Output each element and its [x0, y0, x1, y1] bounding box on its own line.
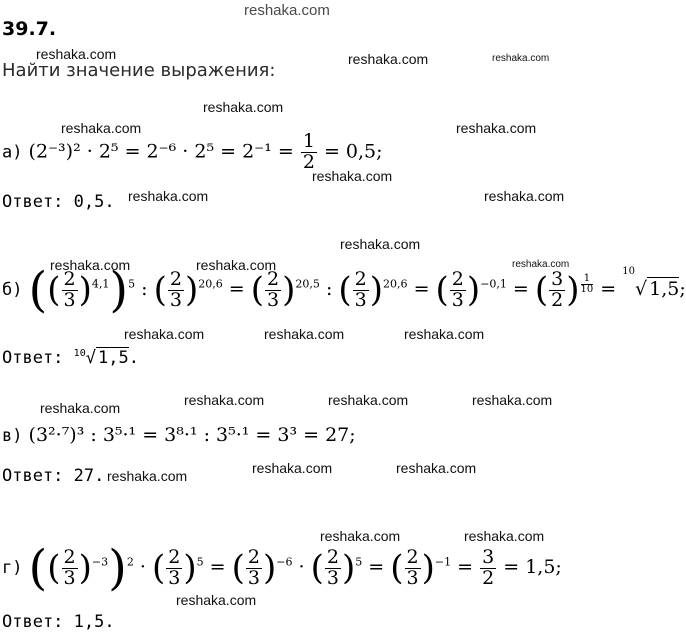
part-b-exp-den: 10 [580, 284, 594, 296]
part-b-exp: 20,6 [383, 277, 408, 291]
part-b-exp: 5 [128, 277, 136, 291]
part-g-answer-value: 1,5. [73, 612, 115, 632]
watermark: reshaka.com [61, 120, 142, 136]
part-g-frac-den: 3 [63, 566, 76, 589]
part-b-frac-den: 3 [267, 288, 280, 311]
part-b-op: = [600, 278, 617, 300]
watermark: reshaka.com [184, 392, 265, 408]
watermark: reshaka.com [203, 99, 284, 115]
watermark: reshaka.com [244, 2, 330, 19]
part-a-result: = 0,5; [323, 140, 383, 163]
part-b-equation: б) (( $\frac{2}{3}$ )$^{4,1}$)$^5$ : ( $\frac{2}{3}$ )$^{20,6}$ = ( $\frac{2}{3}$ )$^{20,5}$ : ( $\frac{2}{3}$ )$^{20,6}$ = ( $\frac{2}{3}$ )$^{-0,1}$ = ( $\frac{3}{2}$ ) $^{\frac{1}{10}}$ = $^{10}$√ 1,5; [2, 262, 686, 318]
watermark: reshaka.com [320, 528, 401, 544]
part-b-answer: Ответ: $^{10}$√ 1,5. [2, 348, 139, 368]
part-b-frac-num: 2 [169, 267, 182, 290]
part-a-equation [2, 132, 383, 173]
watermark: reshaka.com [264, 326, 345, 342]
part-b-exp-num: 1 [581, 274, 594, 286]
part-a-frac-den: 2 [302, 150, 315, 173]
part-b-frac-den: 3 [451, 288, 464, 311]
part-a-answer-value: 0,5. [73, 192, 115, 212]
part-g-frac-den: 3 [326, 566, 339, 589]
watermark: reshaka.com [484, 188, 565, 204]
part-b-answer-root-index: 10 [73, 348, 86, 359]
part-b-op: = [413, 278, 430, 300]
part-g-frac-den: 3 [406, 566, 419, 589]
part-v-expr: (3²·⁷)³ : 3⁵·¹ = 3⁸·¹ : 3⁵·¹ = 3³ = 27; [28, 424, 356, 446]
answer-label: Ответ: [2, 612, 64, 632]
part-g-frac-den: 3 [247, 566, 260, 589]
instruction: Найти значение выражения: [2, 60, 276, 81]
part-b-frac-den: 2 [551, 288, 564, 311]
part-v-answer [2, 466, 104, 486]
part-a-expr: (2⁻³)² · 2⁵ = 2⁻⁶ · 2⁵ = 2⁻¹ = [28, 140, 294, 163]
answer-label: Ответ: [2, 348, 64, 368]
part-g-op: · [139, 556, 146, 578]
watermark: reshaka.com [50, 257, 131, 273]
watermark: reshaka.com [340, 236, 421, 252]
part-g-op: = [209, 556, 226, 578]
part-b-label: б) [2, 280, 23, 300]
part-b-exp: 4,1 [91, 277, 110, 291]
part-b-end: ; [679, 278, 686, 300]
part-a-answer [2, 192, 115, 212]
part-g-exp: 5 [355, 555, 363, 569]
part-g-frac-num: 2 [326, 545, 339, 568]
watermark: reshaka.com [128, 188, 209, 204]
part-b-frac-den: 3 [354, 288, 367, 311]
part-b-frac-den: 3 [63, 288, 76, 311]
watermark: reshaka.com [196, 257, 277, 273]
part-g-frac-num: 2 [406, 545, 419, 568]
part-g-exp: −1 [434, 555, 452, 569]
part-b-exp: −0,1 [480, 277, 507, 291]
part-b-radicand: 1,5 [649, 278, 680, 300]
part-a-label: а) [2, 142, 23, 163]
watermark: reshaka.com [312, 168, 393, 184]
part-g-op: · [298, 556, 305, 578]
part-b-answer-radicand: 1,5 [97, 348, 129, 368]
part-b-frac-den: 3 [169, 288, 182, 311]
watermark: reshaka.com [328, 392, 409, 408]
part-b-exp: 20,6 [198, 277, 223, 291]
watermark: reshaka.com [404, 326, 485, 342]
part-b-exp: 20,5 [295, 277, 320, 291]
part-b-frac-num: 2 [63, 267, 76, 290]
part-g-exp: −6 [276, 555, 293, 569]
part-g-frac-num: 2 [63, 545, 76, 568]
watermark: reshaka.com [36, 46, 117, 62]
part-b-frac-num: 2 [354, 267, 367, 290]
part-g-frac-num: 2 [247, 545, 260, 568]
watermark: reshaka.com [107, 468, 188, 484]
part-g-res-num: 3 [482, 545, 495, 568]
problem-number: 39.7. [2, 18, 57, 40]
part-v-answer-value: 27. [73, 466, 105, 486]
part-g-op: = [368, 556, 385, 578]
watermark: reshaka.com [472, 392, 553, 408]
part-v-equation [2, 424, 356, 446]
part-b-frac-num: 2 [451, 267, 464, 290]
part-b-op: : [141, 278, 148, 300]
part-g-op: = [457, 556, 474, 578]
watermark: reshaka.com [512, 259, 570, 270]
part-b-op: = [228, 278, 245, 300]
part-b-frac-num: 3 [551, 267, 564, 290]
part-b-answer-end: . [128, 348, 139, 368]
part-g-res-den: 2 [482, 566, 495, 589]
part-b-root-index: 10 [622, 266, 635, 277]
part-b-frac-num: 2 [267, 267, 280, 290]
watermark: reshaka.com [492, 53, 550, 64]
answer-label: Ответ: [2, 192, 64, 212]
part-g-equation: г) (( $\frac{2}{3}$ )$^{-3}$)$^2$ · ( $\frac{2}{3}$ )$^5$ = ( $\frac{2}{3}$ )$^{-6}$ · ( $\frac{2}{3}$ )$^5$ = ( $\frac{2}{3}$ )$^{-1}$ = $\frac{3}{2}$ = 1,5; [2, 540, 562, 596]
part-g-label: г) [2, 558, 23, 578]
watermark: reshaka.com [456, 120, 537, 136]
watermark: reshaka.com [176, 592, 257, 608]
watermark: reshaka.com [396, 460, 477, 476]
watermark: reshaka.com [124, 326, 205, 342]
part-a-frac-num: 1 [302, 130, 315, 152]
watermark: reshaka.com [348, 51, 429, 67]
part-b-op: = [512, 278, 529, 300]
part-g-result: = 1,5; [503, 556, 562, 578]
part-g-frac-num: 2 [168, 545, 181, 568]
watermark: reshaka.com [40, 400, 121, 416]
part-g-exp: 2 [126, 555, 134, 569]
part-g-exp: −3 [91, 555, 109, 569]
part-b-op: : [325, 278, 333, 300]
part-g-exp: 5 [196, 555, 204, 569]
part-g-frac-den: 3 [168, 566, 181, 589]
answer-label: Ответ: [2, 466, 64, 486]
part-g-answer [2, 612, 115, 632]
part-a-fraction [301, 132, 317, 173]
part-v-label: в) [2, 426, 23, 446]
watermark: reshaka.com [252, 460, 333, 476]
watermark: reshaka.com [464, 528, 545, 544]
